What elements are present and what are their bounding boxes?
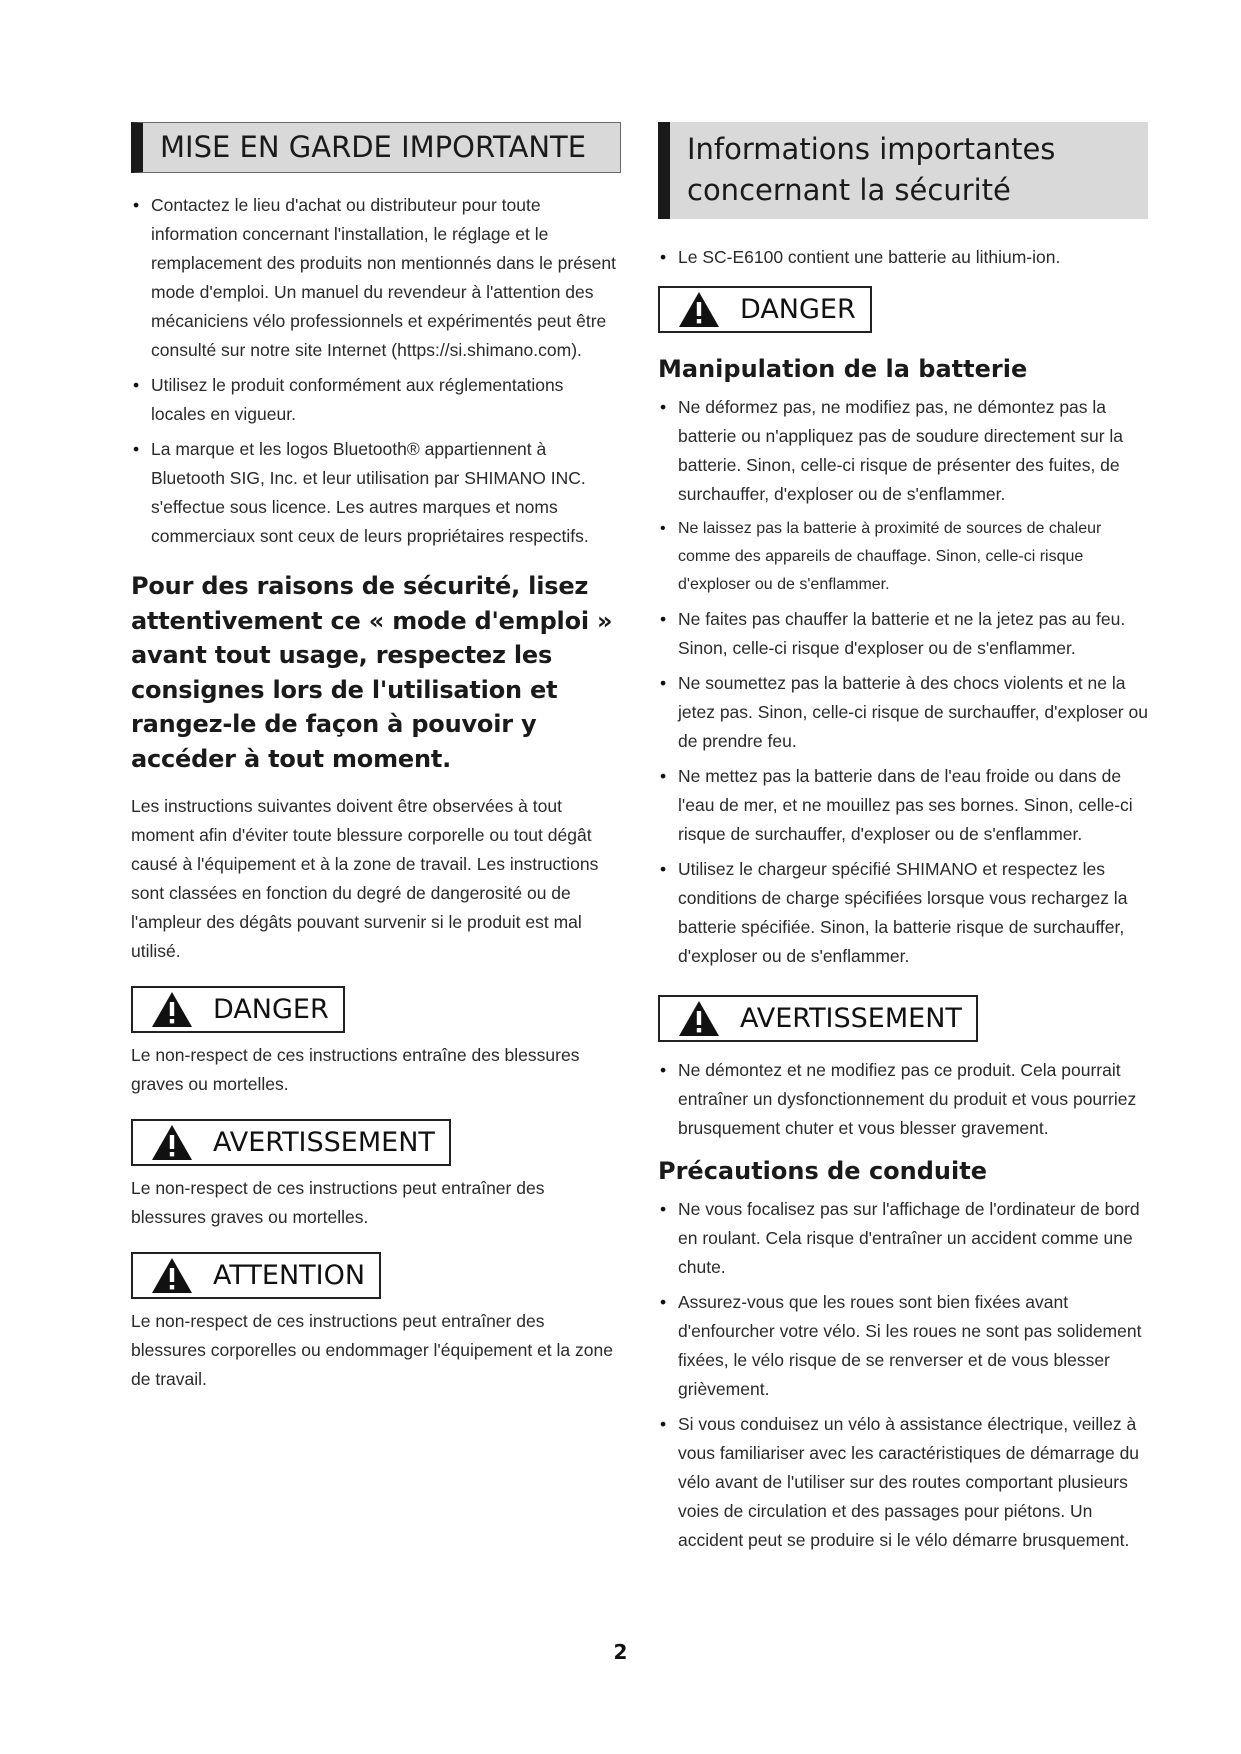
warning-label: AVERTISSEMENT xyxy=(213,1127,435,1158)
page-number: 2 xyxy=(613,1640,628,1664)
caution-label-box xyxy=(131,1252,381,1299)
bullet-do-not-disassemble: • Ne démontez et ne modifiez pas ce produit. Cela pourrait entraîner un dysfonctionnement du produit et vous pourriez brusquement chuter et vous blesser gravement. xyxy=(658,1056,1148,1143)
right-column xyxy=(658,122,1148,1561)
warning-label: AVERTISSEMENT xyxy=(740,1003,962,1034)
safety-read-manual-notice: Pour des raisons de sécurité, lisez attentivement ce « mode d'emploi » avant tout usage, respectez les consignes lors de l'utilisation et rangez-le de façon à pouvoir y accéder à tout moment. xyxy=(131,572,613,773)
bullet-local-regulations: • Utilisez le produit conformément aux réglementations locales en vigueur. xyxy=(131,371,621,429)
warning-label-box xyxy=(131,1119,451,1166)
left-column xyxy=(131,122,621,1406)
warning-triangle-icon xyxy=(151,1257,193,1294)
battery-handling-heading: Manipulation de la batterie xyxy=(658,355,1028,383)
caution-description: Le non-respect de ces instructions peut entraîner des blessures corporelles ou endommager l'équipement et la zone de travail. xyxy=(131,1311,613,1389)
danger-label: DANGER xyxy=(740,294,856,325)
bullet-battery-note: • Le SC-E6100 contient une batterie au lithium-ion. xyxy=(658,243,1148,272)
caution-label: ATTENTION xyxy=(213,1260,366,1291)
warning-triangle-icon xyxy=(151,1124,193,1161)
warning-triangle-icon xyxy=(678,1000,720,1037)
riding-precautions-heading: Précautions de conduite xyxy=(658,1157,987,1185)
bullet-battery-charger: • Utilisez le chargeur spécifié SHIMANO et respectez les conditions de charge spécifiées lorsque vous rechargez la batterie spécifiée. Sinon, la batterie risque de surchauffer, d'exploser ou de s'enflammer. xyxy=(658,855,1148,971)
bullet-battery-deform: • Ne déformez pas, ne modifiez pas, ne démontez pas la batterie ou n'appliquez pas de soudure directement sur la batterie. Sinon, celle-ci risque de présenter des fuites, de surchauffer, d'exploser ou de s'enflammer. xyxy=(658,393,1148,509)
bullet-focus-display: • Ne vous focalisez pas sur l'affichage de l'ordinateur de bord en roulant. Cela risque d'entraîner un accident comme une chute. xyxy=(658,1195,1148,1282)
warning-triangle-icon xyxy=(678,291,720,328)
danger-label-box xyxy=(658,286,872,333)
section-title-important-warning: MISE EN GARDE IMPORTANTE xyxy=(131,122,621,173)
instructions-intro: Les instructions suivantes doivent être observées à tout moment afin d'éviter toute blessure corporelle ou tout dégât causé à l'équipement et à la zone de travail. Les instructions sont classées en fonction du degré de dangerosité ou de l'ampleur des dégâts pouvant survenir si le produit est mal utilisé. xyxy=(131,796,599,961)
danger-label: DANGER xyxy=(213,994,329,1025)
safety-title-line-1: Informations importantes xyxy=(687,132,1056,166)
danger-label-box xyxy=(131,986,345,1033)
bullet-e-bike-start: • Si vous conduisez un vélo à assistance électrique, veillez à vous familiariser avec les caractéristiques de démarrage du vélo avant de l'utiliser sur des routes comportant plusieurs voies de circulation et des passages pour piétons. Un accident peut se produire si le vélo démarre brusquement. xyxy=(658,1410,1148,1555)
bullet-bluetooth-trademark: • La marque et les logos Bluetooth® appartiennent à Bluetooth SIG, Inc. et leur utilisation par SHIMANO INC. s'effectue sous licence. Les autres marques et noms commerciaux sont ceux de leurs propriétaires respectifs. xyxy=(131,435,621,551)
safety-title-line-2: concernant la sécurité xyxy=(687,173,1011,207)
bullet-wheels-fixed: • Assurez-vous que les roues sont bien fixées avant d'enfourcher votre vélo. Si les roues ne sont pas solidement fixées, le vélo risque de se renverser et de vous blesser grièvement. xyxy=(658,1288,1148,1404)
danger-description: Le non-respect de ces instructions entraîne des blessures graves ou mortelles. xyxy=(131,1045,580,1094)
section-title-safety-information xyxy=(658,122,1148,219)
bullet-contact-dealer: • Contactez le lieu d'achat ou distributeur pour toute information concernant l'installation, le réglage et le remplacement des produits non mentionnés dans le présent mode d'emploi. Un manuel du revendeur à l'attention des mécaniciens vélo professionnels et expérimentés peut être consulté sur notre site Internet (https://si.shimano.com). xyxy=(131,191,621,365)
bullet-battery-shock: • Ne soumettez pas la batterie à des chocs violents et ne la jetez pas. Sinon, celle-ci risque de surchauffer, d'exploser ou de prendre feu. xyxy=(658,669,1148,756)
bullet-battery-fire: • Ne faites pas chauffer la batterie et ne la jetez pas au feu. Sinon, celle-ci risque d'exploser ou de s'enflammer. xyxy=(658,605,1148,663)
warning-label-box xyxy=(658,995,978,1042)
warning-triangle-icon xyxy=(151,991,193,1028)
bullet-battery-heat-source: • Ne laissez pas la batterie à proximité de sources de chaleur comme des appareils de chauffage. Sinon, celle-ci risque d'exploser ou de s'enflammer. xyxy=(658,515,1148,599)
bullet-battery-water: • Ne mettez pas la batterie dans de l'eau froide ou dans de l'eau de mer, et ne mouillez pas ses bornes. Sinon, celle-ci risque de surchauffer, d'exploser ou de s'enflammer. xyxy=(658,762,1148,849)
warning-description: Le non-respect de ces instructions peut entraîner des blessures graves ou mortelles. xyxy=(131,1178,545,1227)
